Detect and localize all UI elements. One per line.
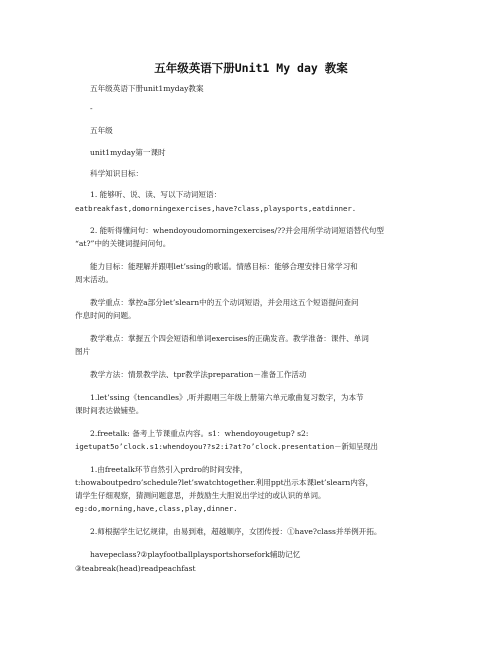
doc-line: 周末活动。	[75, 275, 113, 284]
doc-line: 2.freetalk: 备考上节课重点内容。s1：whendoyougetup? s2:	[90, 429, 309, 438]
doc-line: “at?”中的关键词提问问句。	[75, 239, 171, 248]
doc-line: eg:do,morning,have,class,play,dinner.	[75, 504, 238, 513]
doc-line: havepeclass?②playfootballplaysportshorsefork辅助记忆	[90, 550, 301, 559]
doc-line: 五年级英语下册unit1myday教案	[90, 84, 204, 93]
doc-line: igetupat5o’clock.s1:whendoyou??s2:i?at?o’clock.presentation－新知呈现出	[75, 442, 378, 451]
doc-line: 教学方法：情景教学法、tpr教学法preparation－准备工作活动	[90, 370, 307, 379]
doc-line: 1.由freetalk环节自然引入prdro的时间安排，	[90, 465, 248, 474]
doc-line: unit1myday第一课时	[90, 148, 166, 157]
doc-line: 科学知识目标：	[90, 169, 144, 178]
doc-line: 1.let’ssing《tencandles》,听并跟唱三年级上册第六单元歌曲复习数字，为本节	[90, 393, 364, 402]
doc-line: 课时间表达做铺垫。	[75, 406, 144, 415]
doc-line: 教学难点：掌握五个四会短语和单词exercises的正确发音。教学准备：课件、单词	[90, 334, 369, 343]
doc-line: 五年级	[90, 126, 113, 135]
doc-line: 2.师根据学生记忆规律，由易到难，超越顺序，女团传授：①have?class并举例开拓。	[90, 527, 382, 536]
doc-line: ③teabreak(head)readpeachfast	[75, 564, 196, 573]
doc-line: 图片	[75, 347, 91, 356]
doc-line: eatbreakfast,domorningexercises,have?class,playsports,eatdinner.	[75, 204, 357, 213]
doc-line: -	[90, 104, 93, 113]
doc-line: 教学重点：掌控a部分let’slearn中的五个动词短语，并会用这五个短语提问查问	[90, 298, 359, 307]
doc-line: 2. 能听得懂问句：whendoyoudomorningexercises/??并会用所学动词短语替代句型	[90, 226, 384, 235]
page-title: 五年级英语下册Unit1 My day 教案	[154, 61, 348, 75]
doc-line: t:howaboutpedro’schedule?let’swatchtogether.利用ppt出示本课let’slearn内容，	[75, 478, 374, 487]
doc-line: 作息时间的问题。	[75, 311, 136, 320]
doc-line: 1. 能够听、说、读、写以下动词短语：	[90, 190, 222, 199]
doc-line: 能力目标：能理解并跟唱let’ssing的歌谣。情感目标：能够合理安排日常学习和	[90, 262, 358, 271]
doc-line: 请学生仔细观察，猜测问题意思，并鼓励生大胆说出学过的或认识的单词。	[75, 491, 326, 500]
